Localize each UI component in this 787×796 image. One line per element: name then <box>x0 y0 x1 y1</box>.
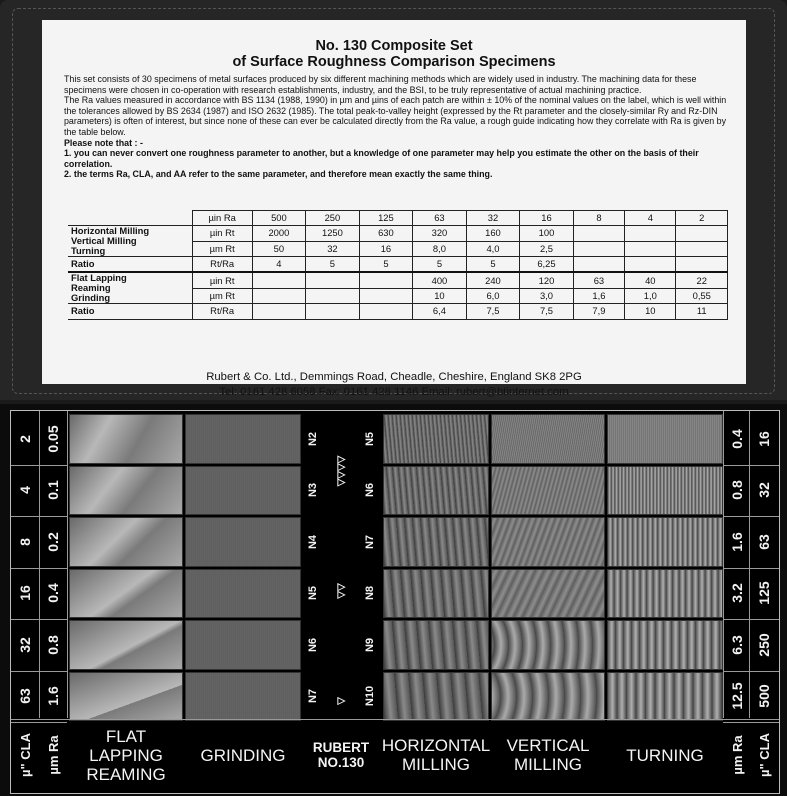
finish-symbol: ▽ <box>335 697 347 705</box>
value-cell <box>252 304 306 319</box>
unit-cell: Rt/Ra <box>192 257 252 273</box>
unit-cell: µin Rt <box>192 226 252 242</box>
intro-para-1: This set consists of 30 specimens of metal surfaces produced by six different machining methods which are widely used in industry. The machining data for these specimens were chosen in co-operation with research establishments, industry, and the BSI, to be truly representative of actual machining practice. <box>64 74 697 95</box>
value-cell: 120 <box>520 272 574 288</box>
turning-specimen <box>607 466 723 516</box>
flat-lapping-specimen <box>69 466 183 516</box>
value-cell <box>573 226 624 242</box>
value-cell: 2000 <box>252 226 306 242</box>
value-cell: 240 <box>466 272 520 288</box>
n-grade-label: N4 <box>307 534 319 549</box>
value-cell: 8 <box>573 211 624 226</box>
n-grade-label: N5 <box>307 586 319 601</box>
roughness-uin-label: 250 <box>756 633 772 657</box>
flat-lapping-specimen <box>69 517 183 567</box>
value-cell: 5 <box>359 257 413 273</box>
rubert-no130-label: RUBERT NO.130 <box>312 740 370 770</box>
value-cell: 250 <box>306 211 360 226</box>
finish-symbol: ▽▽▽▽ <box>335 455 347 487</box>
grinding-specimen <box>185 569 301 619</box>
horizontal-milling-specimen <box>383 517 489 567</box>
value-cell <box>359 304 413 319</box>
value-cell: 2,5 <box>520 241 574 257</box>
value-cell <box>306 272 360 288</box>
unit-cell: Rt/Ra <box>192 304 252 319</box>
footer-contact: Tel: 0161 428 6058 Fax: 0161 428 1146 Email: rubert@btinternet.com <box>219 386 569 398</box>
roughness-uin-label: 32 <box>17 636 33 653</box>
horizontal-milling-specimen <box>383 620 489 670</box>
intro-text <box>64 74 728 180</box>
turning-specimen <box>607 517 723 567</box>
table-row <box>68 226 728 242</box>
note-1: 1. you can never convert one roughness parameter to another, but a knowledge of one parameter may help you estimate the other on the basis of their correlation. <box>64 148 699 169</box>
vertical-milling-specimen <box>491 517 605 567</box>
table-corner <box>68 211 192 226</box>
roughness-uin-label: 4 <box>17 486 33 495</box>
n-grade-label: N2 <box>307 431 319 446</box>
value-cell <box>306 288 360 304</box>
vertical-milling-specimen <box>491 466 605 516</box>
grinding-label: GRINDING <box>200 745 286 765</box>
value-cell: 400 <box>413 272 467 288</box>
value-cell: 1250 <box>306 226 360 242</box>
grid-line <box>11 719 779 720</box>
roughness-uin-label: 2 <box>17 434 33 443</box>
roughness-table <box>68 210 728 320</box>
roughness-um-label: 0.8 <box>729 480 745 500</box>
value-cell: 500 <box>252 211 306 226</box>
value-cell: 7,5 <box>466 304 520 319</box>
value-cell: 16 <box>520 211 574 226</box>
turning-specimen <box>607 620 723 670</box>
value-cell: 6,4 <box>413 304 467 319</box>
value-cell: 3,0 <box>520 288 574 304</box>
vertical-milling-specimen <box>491 620 605 670</box>
n-grade-label: N8 <box>364 586 376 601</box>
flat-lapping-specimen <box>69 569 183 619</box>
note-2: 2. the terms Ra, CLA, and AA refer to the same parameter, and therefore mean exactly the same thing. <box>64 169 493 180</box>
value-cell: 4 <box>252 257 306 273</box>
unit-cell: µm Rt <box>192 241 252 257</box>
n-grade-label: N3 <box>307 483 319 498</box>
value-cell: 160 <box>466 226 520 242</box>
value-cell: 630 <box>359 226 413 242</box>
unit-cell: µin Rt <box>192 272 252 288</box>
method-label: Reaming <box>71 282 111 294</box>
vertical-milling-specimen <box>491 569 605 619</box>
value-cell <box>676 257 728 273</box>
n-grade-label: N7 <box>307 689 319 704</box>
vertical-milling-label: VERTICAL MILLING <box>506 736 590 774</box>
horizontal-milling-label: HORIZONTAL MILLING <box>381 736 491 774</box>
roughness-uin-label: 32 <box>756 482 772 499</box>
value-cell: 40 <box>625 272 676 288</box>
grinding-specimen <box>185 620 301 670</box>
roughness-um-label: 1.6 <box>45 686 61 706</box>
value-cell: 63 <box>573 272 624 288</box>
unit-label-um-ra: µm Ra <box>45 735 61 775</box>
value-cell: 320 <box>413 226 467 242</box>
value-cell: 10 <box>625 304 676 319</box>
vertical-milling-specimen <box>491 672 605 722</box>
n-grade-label: N5 <box>364 431 376 446</box>
n-grade-label: N10 <box>364 686 376 707</box>
value-cell: 63 <box>413 211 467 226</box>
method-label: Grinding <box>71 292 111 304</box>
value-cell: 2 <box>676 211 728 226</box>
grinding-specimen <box>185 517 301 567</box>
method-label: Turning <box>71 245 106 257</box>
info-card <box>42 20 746 398</box>
value-cell: 4 <box>625 211 676 226</box>
value-cell <box>573 241 624 257</box>
group2-methods <box>68 272 192 304</box>
horizontal-milling-specimen <box>383 569 489 619</box>
method-label: Horizontal Milling <box>71 225 150 237</box>
value-cell: 10 <box>413 288 467 304</box>
value-cell: 5 <box>466 257 520 273</box>
turning-specimen <box>607 672 723 722</box>
roughness-um-label: 0.4 <box>45 583 61 603</box>
value-cell: 4,0 <box>466 241 520 257</box>
specimen-plate <box>10 410 780 794</box>
roughness-uin-label: 125 <box>756 581 772 605</box>
value-cell <box>625 257 676 273</box>
n-grade-label: N9 <box>364 637 376 652</box>
value-cell <box>676 226 728 242</box>
title-line-1: No. 130 Composite Set <box>315 38 473 54</box>
unit-label-uin-cla: µ" CLA <box>17 733 33 777</box>
value-cell: 1,0 <box>625 288 676 304</box>
roughness-um-label: 3.2 <box>729 583 745 603</box>
value-cell: 5 <box>306 257 360 273</box>
flat-lapping-reaming-label: FLAT LAPPING REAMING <box>86 726 166 784</box>
n-grade-label: N6 <box>364 483 376 498</box>
value-cell <box>625 241 676 257</box>
value-cell <box>573 257 624 273</box>
value-cell: 22 <box>676 272 728 288</box>
method-label: Flat Lapping <box>71 272 127 284</box>
value-cell <box>252 272 306 288</box>
value-cell: 0,55 <box>676 288 728 304</box>
grid-line <box>67 411 68 718</box>
grinding-specimen <box>185 672 301 722</box>
finish-symbol: ▽▽ <box>335 583 347 599</box>
ratio-label: Ratio <box>68 304 192 319</box>
value-cell: 8,0 <box>413 241 467 257</box>
unit-label-uin-cla: µ" CLA <box>756 733 772 777</box>
roughness-um-label: 6.3 <box>729 635 745 655</box>
note-heading: Please note that : - <box>64 137 143 148</box>
roughness-um-label: 0.1 <box>45 480 61 500</box>
turning-specimen <box>607 569 723 619</box>
unit-cell: µm Rt <box>192 288 252 304</box>
table-row <box>68 211 728 226</box>
flat-lapping-specimen <box>69 672 183 722</box>
roughness-um-label: 1.6 <box>729 532 745 552</box>
value-cell <box>359 288 413 304</box>
roughness-uin-label: 63 <box>17 688 33 705</box>
intro-para-2: The Ra values measured in accordance with BS 1134 (1988, 1990) in µm and µins of each patch are within ± 10% of the nominal values on the label, which is well within the tolerances allowed by BS 2634 (1987) and ISO 2632 (1985). The total peak-to-valley height (expressed by the Rt parameter and the closely-similar Ry and Rz-DIN parameters) is often of interest, but since none of these can ever be calculated directly from the Ra value, a rough guide indicating how they correlate with Ra is given by the table below. <box>64 95 727 137</box>
turning-specimen <box>607 414 723 464</box>
roughness-um-label: 0.4 <box>729 429 745 449</box>
flat-lapping-specimen <box>69 620 183 670</box>
roughness-um-label: 0.2 <box>45 532 61 552</box>
horizontal-milling-specimen <box>383 414 489 464</box>
table-row <box>68 304 728 319</box>
roughness-um-label: 0.05 <box>45 425 61 453</box>
value-cell: 11 <box>676 304 728 319</box>
turning-label: TURNING <box>626 745 704 765</box>
value-cell: 7,9 <box>573 304 624 319</box>
grinding-specimen <box>185 414 301 464</box>
title-line-2: of Surface Roughness Comparison Specimens <box>232 54 556 70</box>
roughness-uin-label: 16 <box>756 430 772 447</box>
roughness-uin-label: 16 <box>17 585 33 602</box>
roughness-um-label: 12.5 <box>729 682 745 710</box>
value-cell <box>252 288 306 304</box>
footer-address: Rubert & Co. Ltd., Demmings Road, Cheadle, Cheshire, England SK8 2PG <box>206 371 582 383</box>
value-cell: 1,6 <box>573 288 624 304</box>
value-cell <box>306 304 360 319</box>
ratio-label: Ratio <box>68 257 192 273</box>
roughness-um-label: 0.8 <box>45 635 61 655</box>
roughness-uin-label: 500 <box>756 684 772 708</box>
value-cell: 50 <box>252 241 306 257</box>
value-cell: 6,0 <box>466 288 520 304</box>
flat-lapping-specimen <box>69 414 183 464</box>
value-cell <box>359 272 413 288</box>
table-row <box>68 257 728 273</box>
table-row <box>68 272 728 288</box>
value-cell: 7,5 <box>520 304 574 319</box>
value-cell: 5 <box>413 257 467 273</box>
n-grade-label: N7 <box>364 534 376 549</box>
value-cell: 125 <box>359 211 413 226</box>
horizontal-milling-specimen <box>383 672 489 722</box>
value-cell: 32 <box>306 241 360 257</box>
method-label: Vertical Milling <box>71 235 137 247</box>
vertical-milling-specimen <box>491 414 605 464</box>
grinding-specimen <box>185 466 301 516</box>
group1-methods <box>68 226 192 257</box>
value-cell: 100 <box>520 226 574 242</box>
value-cell <box>676 241 728 257</box>
horizontal-milling-specimen <box>383 466 489 516</box>
unit-label-um-ra: µm Ra <box>729 735 745 775</box>
n-grade-label: N6 <box>307 637 319 652</box>
unit-cell: µin Ra <box>192 211 252 226</box>
value-cell: 6,25 <box>520 257 574 273</box>
card-footer <box>42 348 746 400</box>
roughness-uin-label: 63 <box>756 533 772 550</box>
roughness-uin-label: 8 <box>17 537 33 546</box>
card-title <box>42 38 746 70</box>
value-cell: 16 <box>359 241 413 257</box>
value-cell: 32 <box>466 211 520 226</box>
value-cell <box>625 226 676 242</box>
